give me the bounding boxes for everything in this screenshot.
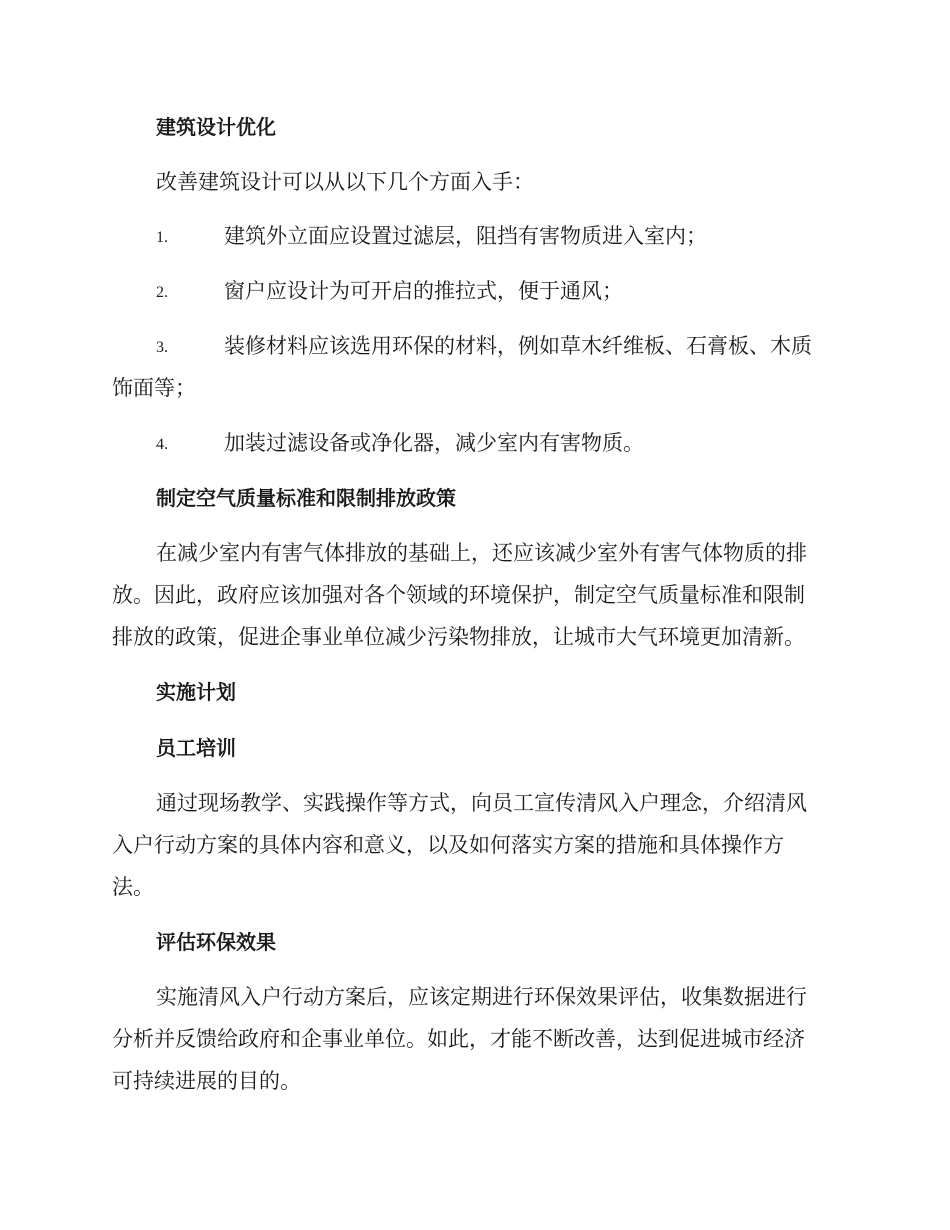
list-number: 4. bbox=[156, 436, 168, 453]
section-heading-staff-training: 员工培训 bbox=[156, 736, 236, 760]
list-item: 窗户应设计为可开启的推拉式，便于通风； bbox=[224, 279, 623, 303]
list-item-continuation: 饰面等； bbox=[112, 376, 196, 400]
list-item: 建筑外立面应设置过滤层，阻挡有害物质进入室内； bbox=[224, 224, 707, 248]
list-item: 加装过滤设备或净化器，减少室内有害物质。 bbox=[224, 431, 644, 455]
section-heading-implementation-plan: 实施计划 bbox=[156, 680, 236, 704]
paragraph-line: 法。 bbox=[112, 875, 154, 899]
paragraph-line: 通过现场教学、实践操作等方式，向员工宣传清风入户理念，介绍清风 bbox=[156, 791, 807, 815]
paragraph-line: 在减少室内有害气体排放的基础上，还应该减少室外有害气体物质的排 bbox=[156, 541, 807, 565]
paragraph-line: 放。因此，政府应该加强对各个领域的环境保护，制定空气质量标准和限制 bbox=[112, 583, 805, 607]
section-heading-air-quality: 制定空气质量标准和限制排放政策 bbox=[156, 486, 456, 510]
section-heading-evaluation: 评估环保效果 bbox=[156, 930, 276, 954]
list-number: 2. bbox=[156, 284, 168, 301]
list-item: 装修材料应该选用环保的材料，例如草木纤维板、石膏板、木质 bbox=[224, 334, 812, 358]
list-number: 3. bbox=[156, 339, 168, 356]
section-heading-building-design: 建筑设计优化 bbox=[156, 115, 276, 139]
paragraph-line: 分析并反馈给政府和企事业单位。如此，才能不断改善，达到促进城市经济 bbox=[112, 1027, 805, 1051]
paragraph-line: 排放的政策，促进企事业单位减少污染物排放，让城市大气环境更加清新。 bbox=[112, 625, 805, 649]
paragraph-line: 可持续进展的目的。 bbox=[112, 1069, 301, 1093]
paragraph-line: 入户行动方案的具体内容和意义，以及如何落实方案的措施和具体操作方 bbox=[112, 833, 784, 857]
list-number: 1. bbox=[156, 229, 168, 246]
paragraph-line: 实施清风入户行动方案后，应该定期进行环保效果评估，收集数据进行 bbox=[156, 985, 807, 1009]
section-intro: 改善建筑设计可以从以下几个方面入手： bbox=[156, 170, 534, 194]
